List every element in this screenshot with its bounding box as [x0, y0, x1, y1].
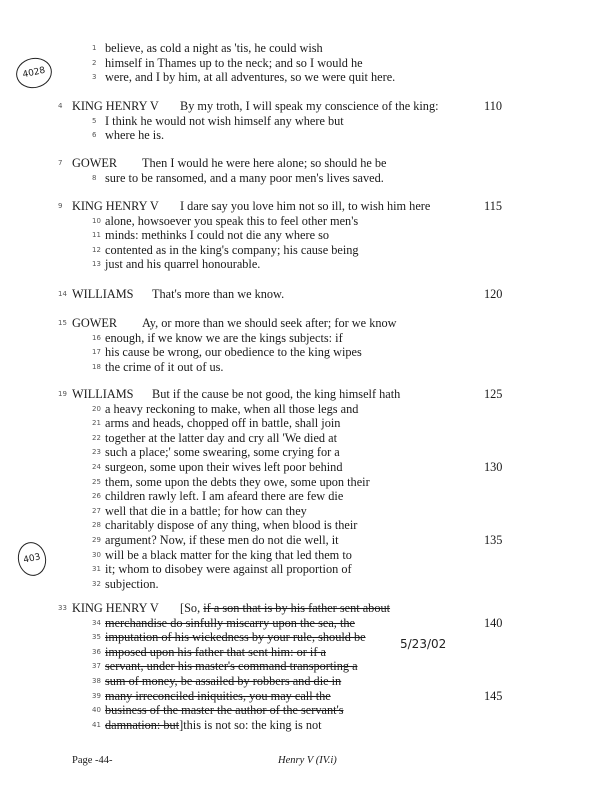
text-line	[0, 214, 607, 229]
line-text	[105, 402, 358, 417]
speaker-name: GOWER	[72, 316, 118, 330]
line-count-mark: 7	[58, 159, 63, 167]
line-text	[105, 243, 359, 258]
line-count-mark: 1	[92, 44, 97, 52]
line-text	[142, 156, 387, 171]
struck-text: sum of money, be assailed by robbers and die in	[105, 673, 342, 688]
line-text	[180, 601, 390, 616]
plain-text: well that die in a battle; for how can they	[105, 503, 307, 518]
line-text	[105, 345, 362, 360]
plain-text: minds: methinks I could not die any where so	[105, 228, 330, 243]
text-line	[0, 460, 607, 475]
line-count-mark: 10	[92, 216, 101, 225]
line-text	[105, 475, 370, 490]
speech-block	[0, 387, 607, 591]
speech-block	[0, 156, 607, 185]
text-line	[0, 243, 607, 258]
plain-text: where he is.	[105, 128, 165, 143]
text-line	[0, 475, 607, 490]
line-count-mark: 15	[58, 319, 67, 327]
plain-text: alone, howsoever you speak this to feel other men's	[105, 213, 359, 228]
line-count-mark: 40	[92, 706, 101, 715]
line-count-mark: 20	[92, 404, 101, 413]
text-line	[0, 630, 607, 645]
struck-text: imposed upon his father that sent him: or if a	[105, 644, 326, 659]
line-text	[105, 689, 331, 704]
line-text	[105, 331, 343, 346]
line-text	[152, 387, 400, 402]
line-text	[105, 445, 340, 460]
text-line	[0, 533, 607, 548]
line-number: 115	[484, 199, 502, 213]
line-count-mark: 13	[92, 260, 101, 269]
line-number: 140	[484, 615, 503, 630]
line-count-mark: 4	[58, 102, 63, 110]
speech-block	[0, 99, 607, 143]
text-line	[0, 228, 607, 243]
line-count-mark: 27	[92, 506, 101, 515]
line-text	[105, 518, 357, 533]
line-text	[105, 460, 342, 475]
plain-text: charitably dispose of any thing, when blood is their	[105, 518, 358, 533]
line-count-mark: 29	[92, 535, 101, 544]
line-text	[105, 56, 363, 71]
line-number: 125	[484, 387, 503, 401]
line-text	[105, 674, 341, 689]
line-count-mark: 23	[92, 448, 101, 457]
plain-text: I think he would not wish himself any where but	[105, 113, 344, 128]
plain-text: enough, if we know we are the kings subjects: if	[105, 330, 343, 345]
line-number: 120	[484, 287, 503, 301]
line-count-mark: 32	[92, 579, 101, 588]
line-number: 110	[484, 99, 502, 113]
line-count-mark: 21	[92, 419, 101, 428]
line-text	[105, 489, 343, 504]
plain-text: just and his quarrel honourable.	[105, 257, 261, 272]
line-text	[105, 171, 384, 186]
text-line	[0, 489, 607, 504]
line-count-mark: 26	[92, 492, 101, 501]
text-line	[0, 547, 607, 566]
speaker-name: KING HENRY V	[72, 601, 159, 615]
line-count-mark: 36	[92, 647, 101, 656]
text-line	[0, 431, 607, 446]
text-line	[0, 56, 607, 71]
line-text	[105, 577, 159, 592]
line-text	[105, 533, 339, 548]
line-count-mark: 14	[58, 290, 67, 298]
line-text	[180, 99, 439, 114]
line-count-mark: 2	[92, 58, 97, 67]
line-count-mark: 12	[92, 245, 101, 254]
text-line	[0, 316, 607, 331]
line-text	[105, 504, 307, 519]
text-line	[0, 416, 607, 431]
text-line	[0, 156, 607, 171]
speaker-name: KING HENRY V	[72, 199, 159, 213]
struck-text: many irreconciled iniquities, you may call the	[105, 688, 331, 703]
plain-text: such a place;' some swearing, some crying for a	[105, 445, 340, 460]
line-text	[105, 360, 224, 375]
speaker-name: WILLIAMS	[72, 287, 134, 301]
text-line	[0, 518, 607, 533]
line-text	[152, 287, 284, 302]
line-text	[142, 316, 397, 331]
speaker-name: GOWER	[72, 156, 118, 170]
line-number: 145	[484, 688, 503, 703]
line-text	[105, 630, 366, 645]
struck-text: merchandise do sinfully miscarry upon the sea, the	[105, 615, 355, 630]
plain-text: will be a black matter for the king that led them to	[105, 547, 352, 562]
plain-text: sure to be ransomed, and a many poor men's lives saved.	[105, 170, 384, 185]
line-text	[105, 70, 395, 85]
line-text	[105, 659, 358, 674]
line-count-mark: 24	[92, 462, 101, 471]
plain-text: Then I would he were here alone; so should he be	[142, 156, 387, 170]
plain-text: Ay, or more than we should seek after; for we know	[142, 316, 397, 330]
text-line	[0, 171, 607, 186]
text-line	[0, 601, 607, 616]
plain-text: By my troth, I will speak my conscience of the king:	[180, 99, 439, 113]
line-count-mark: 37	[92, 662, 101, 671]
line-text	[105, 228, 329, 243]
line-text	[105, 214, 358, 229]
circle-note-text: 403	[22, 552, 42, 566]
text-line	[0, 504, 607, 519]
text-line	[0, 70, 607, 85]
line-count-mark: 22	[92, 433, 101, 442]
running-title: Henry V (IV.i)	[278, 755, 337, 766]
plain-text: ]this is not so: the king is not	[179, 717, 322, 732]
line-count-mark: 41	[92, 720, 101, 729]
circle-note-text: 4028	[21, 65, 47, 81]
plain-text: children rawly left. I am afeard there are few die	[105, 489, 344, 504]
text-line	[0, 99, 607, 114]
line-count-mark: 38	[92, 676, 101, 685]
plain-text: arms and heads, chopped off in battle, shall join	[105, 416, 341, 431]
plain-text: it; whom to disobey were against all proportion of	[105, 562, 352, 577]
plain-text: his cause be wrong, our obedience to the king wipes	[105, 345, 362, 360]
line-count-mark: 31	[92, 565, 101, 574]
text-line	[0, 331, 607, 346]
text-line	[0, 577, 607, 592]
line-count-mark: 3	[92, 73, 97, 82]
line-text	[105, 703, 344, 718]
line-number: 130	[484, 459, 503, 474]
text-line	[0, 114, 607, 129]
speech-block	[0, 601, 607, 732]
text-line	[0, 287, 607, 302]
line-count-mark: 5	[92, 116, 97, 125]
plain-text: That's more than we know.	[152, 287, 285, 301]
plain-text: [So,	[180, 601, 204, 615]
struck-text: servant, under his master's command transporting a	[105, 659, 358, 674]
plain-text: argument? Now, if these men do not die well, it	[105, 532, 339, 547]
text-line	[0, 616, 607, 631]
text-line	[0, 703, 607, 718]
text-line	[0, 645, 607, 660]
plain-text: But if the cause be not good, the king himself hath	[152, 387, 401, 401]
line-text	[105, 431, 337, 446]
text-line	[0, 199, 607, 214]
line-text	[105, 616, 355, 631]
struck-text: damnation: but	[105, 717, 180, 732]
line-count-mark: 11	[92, 231, 101, 240]
text-line	[0, 360, 607, 375]
speaker-name: KING HENRY V	[72, 99, 159, 113]
line-count-mark: 8	[92, 173, 97, 182]
text-line	[0, 562, 607, 577]
line-count-mark: 19	[58, 390, 67, 398]
text-line	[0, 689, 607, 704]
struck-text: imputation of his wickedness by your rule, should be	[105, 630, 366, 645]
text-line	[0, 387, 607, 402]
line-text	[105, 718, 322, 733]
line-count-mark: 33	[58, 604, 67, 612]
plain-text: were, and I by him, at all adventures, so we were quit here.	[105, 70, 396, 85]
line-count-mark: 34	[92, 618, 101, 627]
text-line	[0, 445, 607, 460]
line-text	[105, 562, 352, 577]
line-text	[105, 257, 260, 272]
line-count-mark: 17	[92, 348, 101, 357]
plain-text: himself in Thames up to the neck; and so I would he	[105, 55, 363, 70]
line-text	[105, 548, 352, 563]
line-text	[105, 114, 344, 129]
speech-block	[0, 41, 607, 85]
plain-text: them, some upon the debts they owe, some upon their	[105, 474, 370, 489]
line-text	[105, 128, 164, 143]
line-count-mark: 16	[92, 333, 101, 342]
struck-text: if a son that is by his father sent about	[203, 601, 391, 615]
speech-block	[0, 287, 607, 302]
plain-text: I dare say you love him not so ill, to wish him here	[180, 199, 431, 213]
line-count-mark: 6	[92, 131, 97, 140]
line-text	[105, 416, 340, 431]
text-line	[0, 659, 607, 674]
plain-text: contented as in the king's company; his cause being	[105, 242, 359, 257]
line-count-mark: 9	[58, 202, 63, 210]
line-number: 135	[484, 532, 503, 547]
handwritten-date: 5/23/02	[400, 637, 447, 651]
page-number: Page -44-	[72, 755, 113, 766]
line-count-mark: 25	[92, 477, 101, 486]
text-line	[0, 41, 607, 56]
line-count-mark: 39	[92, 691, 101, 700]
line-count-mark: 28	[92, 521, 101, 530]
line-text	[105, 41, 323, 56]
line-count-mark: 18	[92, 362, 101, 371]
speech-block	[0, 316, 607, 374]
plain-text: the crime of it out of us.	[105, 359, 224, 374]
plain-text: a heavy reckoning to make, when all those legs and	[105, 401, 359, 416]
plain-text: subjection.	[105, 576, 159, 591]
text-line	[0, 257, 607, 272]
text-line	[0, 128, 607, 143]
line-count-mark: 35	[92, 633, 101, 642]
text-line	[0, 402, 607, 417]
plain-text: together at the latter day and cry all 'We died at	[105, 430, 338, 445]
struck-text: business of the master the author of the servant's	[105, 703, 344, 718]
speech-block	[0, 199, 607, 272]
text-line	[0, 345, 607, 360]
plain-text: surgeon, some upon their wives left poor behind	[105, 459, 343, 474]
speaker-name: WILLIAMS	[72, 387, 134, 401]
line-text	[180, 199, 430, 214]
text-line	[0, 674, 607, 689]
line-text	[105, 645, 326, 660]
line-count-mark: 30	[92, 550, 101, 559]
plain-text: believe, as cold a night as 'tis, he could wish	[105, 41, 323, 55]
text-line	[0, 718, 607, 733]
